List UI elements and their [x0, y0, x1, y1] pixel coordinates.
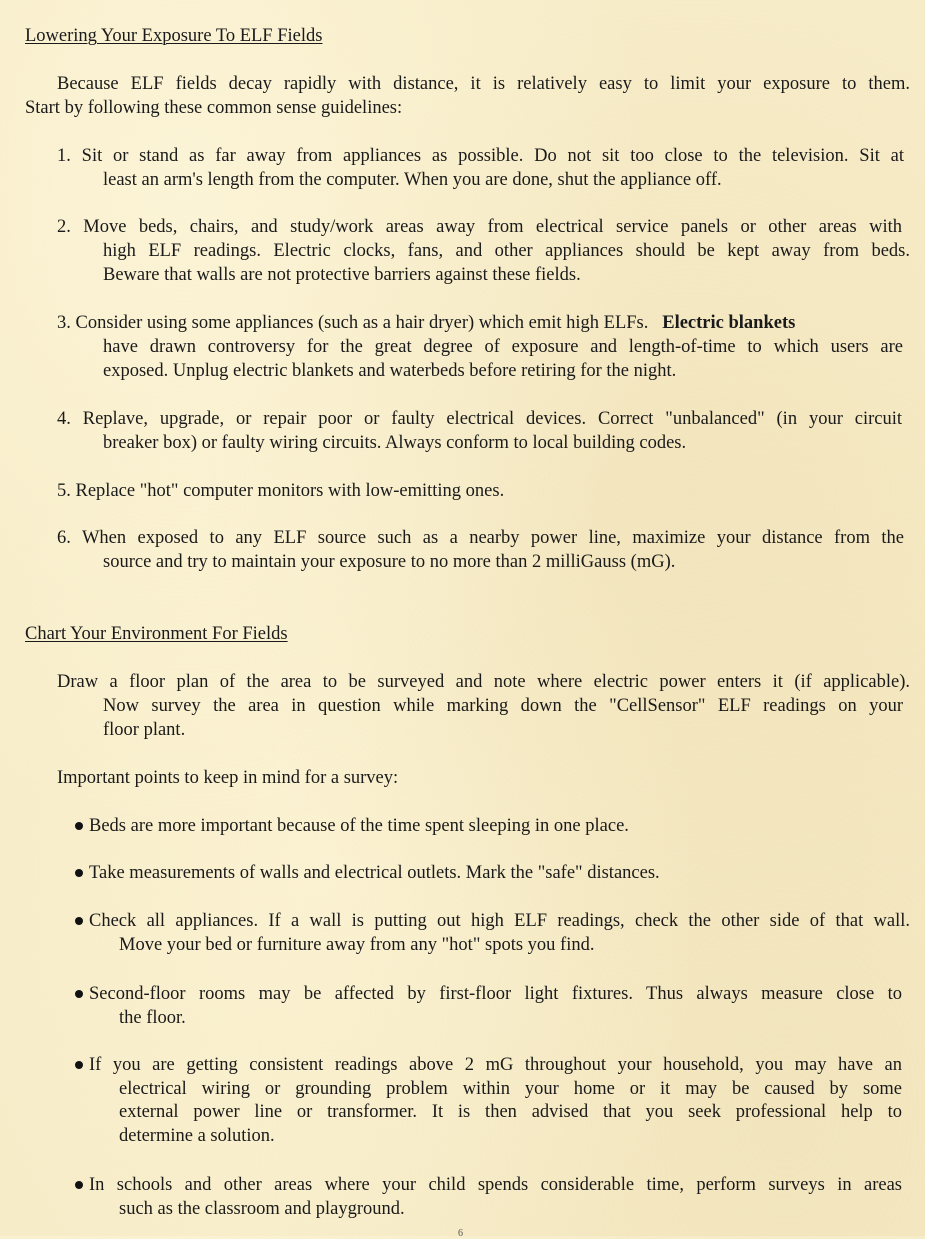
- bullet-4-line-2: the floor.: [119, 1008, 186, 1028]
- bullet-3-dot: [75, 917, 83, 925]
- guideline-3-line-2: have drawn controversy for the great degree of exposure and length-of-time to which users are: [103, 337, 903, 357]
- bullet-6-line-1: In schools and other areas where your child spends considerable time, perform surveys in areas: [89, 1175, 902, 1195]
- guideline-3-text: 3. Consider using some appliances (such as a hair dryer) which emit high ELFs.: [57, 313, 649, 333]
- survey-intro-line-1: Draw a floor plan of the area to be surveyed and note where electric power enters it (if applicable).: [57, 672, 910, 692]
- section-heading-chart-environment: Chart Your Environment For Fields: [25, 624, 288, 644]
- guideline-2-line-1: 2. Move beds, chairs, and study/work areas away from electrical service panels or other areas with: [57, 217, 902, 237]
- guideline-1-line-1: 1. Sit or stand as far away from appliances as possible. Do not sit too close to the television. Sit at: [57, 146, 904, 166]
- guideline-3-line-3: exposed. Unplug electric blankets and waterbeds before retiring for the night.: [103, 361, 677, 381]
- bullet-5-line-2: electrical wiring or grounding problem within your home or it may be caused by some: [119, 1079, 902, 1099]
- bullet-5-line-4: determine a solution.: [119, 1126, 275, 1146]
- bullet-3-line-2: Move your bed or furniture away from any "hot" spots you find.: [119, 935, 595, 955]
- guideline-6-line-2: source and try to maintain your exposure to no more than 2 milliGauss (mG).: [103, 552, 676, 572]
- section-heading-lowering-exposure: Lowering Your Exposure To ELF Fields: [25, 26, 323, 46]
- bullet-1-line-1: Beds are more important because of the time spent sleeping in one place.: [89, 816, 629, 836]
- guideline-2-line-3: Beware that walls are not protective barriers against these fields.: [103, 265, 581, 285]
- bullet-5-dot: [75, 1061, 83, 1069]
- bullet-5-line-1: If you are getting consistent readings above 2 mG throughout your household, you may have an: [89, 1055, 902, 1075]
- guideline-4-line-1: 4. Replave, upgrade, or repair poor or faulty electrical devices. Correct "unbalanced" (in your circuit: [57, 409, 902, 429]
- guideline-6-line-1: 6. When exposed to any ELF source such as a nearby power line, maximize your distance from the: [57, 528, 904, 548]
- survey-points-heading: Important points to keep in mind for a survey:: [57, 768, 399, 788]
- bullet-2-line-1: Take measurements of walls and electrical outlets. Mark the "safe" distances.: [89, 863, 660, 883]
- guideline-4-line-2: breaker box) or faulty wiring circuits. Always conform to local building codes.: [103, 433, 687, 453]
- bullet-4-line-1: Second-floor rooms may be affected by first-floor light fixtures. Thus always measure close to: [89, 984, 902, 1004]
- bullet-6-line-2: such as the classroom and playground.: [119, 1199, 405, 1219]
- guideline-3-bold-term: Electric blankets: [662, 313, 796, 333]
- bullet-4-dot: [75, 990, 83, 998]
- bullet-5-line-3: external power line or transformer. It is then advised that you seek professional help to: [119, 1102, 902, 1122]
- guideline-3-line-1: [57, 311, 795, 335]
- bullet-6-dot: [75, 1181, 83, 1189]
- bullet-1-dot: [75, 822, 83, 830]
- bullet-2-dot: [75, 869, 83, 877]
- survey-intro-line-3: floor plant.: [103, 720, 186, 740]
- bullet-3-line-1: Check all appliances. If a wall is putting out high ELF readings, check the other side of that wall.: [89, 911, 910, 931]
- page-number: 6: [458, 1228, 463, 1239]
- guideline-2-line-2: high ELF readings. Electric clocks, fans, and other appliances should be kept away from beds.: [103, 241, 910, 261]
- guideline-5-line-1: 5. Replace "hot" computer monitors with low-emitting ones.: [57, 481, 505, 501]
- guideline-1-line-2: least an arm's length from the computer. When you are done, shut the appliance off.: [103, 170, 722, 190]
- intro-line-1: Because ELF fields decay rapidly with distance, it is relatively easy to limit your exposure to them.: [57, 74, 910, 94]
- intro-line-2: Start by following these common sense guidelines:: [25, 98, 403, 118]
- survey-intro-line-2: Now survey the area in question while marking down the "CellSensor" ELF readings on your: [103, 696, 903, 716]
